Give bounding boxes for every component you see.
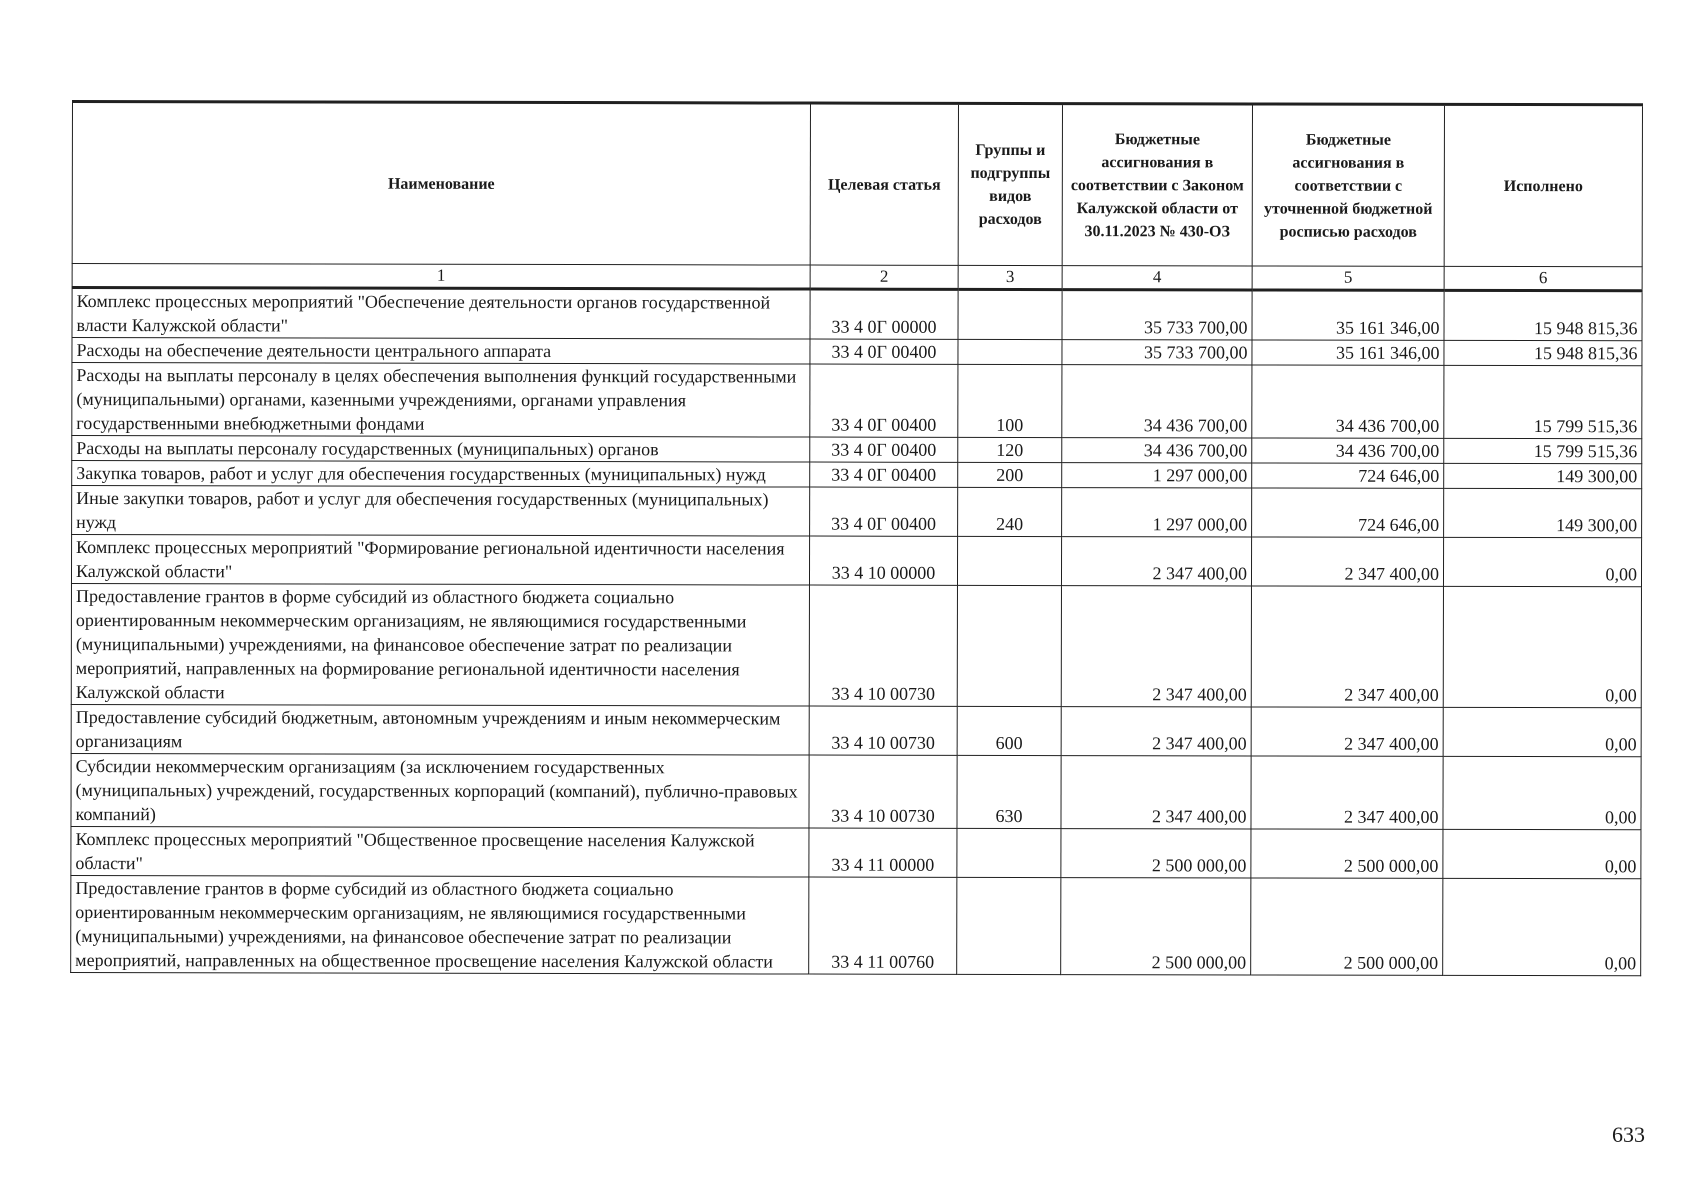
- row-target-article: 33 4 0Г 00400: [810, 437, 958, 462]
- row-expense-group: 100: [958, 364, 1062, 437]
- row-law-amount: 2 500 000,00: [1061, 878, 1251, 975]
- table-body: [71, 288, 1642, 976]
- row-executed: 15 799 515,36: [1444, 365, 1642, 438]
- row-expense-group: 120: [958, 437, 1062, 462]
- row-name: Комплекс процессных мероприятий "Формирование региональной идентичности населения Калужской области": [71, 535, 809, 586]
- header-row: [72, 102, 1642, 267]
- row-name: Расходы на выплаты персоналу в целях обеспечения выполнения функций государственными (муниципальными) органами, казенными учреждениями, органами управления государственными внебюджетными фондами: [72, 363, 810, 438]
- row-refined-amount: 724 646,00: [1252, 463, 1444, 488]
- column-number: 3: [958, 265, 1062, 289]
- row-refined-amount: 2 347 400,00: [1251, 537, 1443, 586]
- row-executed: 15 948 815,36: [1444, 290, 1642, 340]
- table-row: [71, 535, 1641, 587]
- row-refined-amount: 34 436 700,00: [1252, 365, 1444, 438]
- table-row: [72, 486, 1642, 538]
- row-law-amount: 1 297 000,00: [1062, 488, 1252, 537]
- row-law-amount: 2 347 400,00: [1061, 586, 1251, 707]
- row-refined-amount: 2 347 400,00: [1251, 586, 1443, 707]
- row-executed: 149 300,00: [1444, 488, 1642, 537]
- row-target-article: 33 4 11 00000: [809, 828, 957, 877]
- column-number: 1: [72, 264, 810, 290]
- row-refined-amount: 2 347 400,00: [1251, 756, 1443, 829]
- table-row: [71, 584, 1641, 708]
- row-expense-group: [957, 536, 1061, 585]
- row-executed: 149 300,00: [1444, 463, 1642, 488]
- row-law-amount: 2 347 400,00: [1061, 707, 1251, 756]
- row-name: Предоставление грантов в форме субсидий из областного бюджета социально ориентированным некоммерческим организациям, не являющимися государственными (муниципальными) учреждениями, на финансовое обеспечение затрат по реализации мероприятий, направленных на формирование региональной идентичности населения Калужской области: [71, 584, 809, 707]
- row-target-article: 33 4 0Г 00400: [810, 339, 958, 364]
- table-header: [72, 102, 1642, 291]
- column-number-row: [72, 264, 1642, 291]
- table-row: [71, 875, 1641, 975]
- header-refined-allocations: Бюджетные ассигнования в соответствии с уточненной бюджетной росписью расходов: [1252, 104, 1444, 266]
- row-refined-amount: 35 161 346,00: [1252, 340, 1444, 365]
- row-expense-group: [958, 339, 1062, 364]
- row-expense-group: [957, 828, 1061, 877]
- row-refined-amount: 35 161 346,00: [1252, 290, 1444, 340]
- document-sheet: [70, 100, 1643, 976]
- row-target-article: 33 4 0Г 00400: [810, 462, 958, 487]
- row-executed: 15 799 515,36: [1444, 438, 1642, 463]
- row-expense-group: 630: [957, 755, 1061, 828]
- column-number: 4: [1062, 266, 1252, 290]
- row-law-amount: 35 733 700,00: [1062, 290, 1252, 340]
- row-refined-amount: 2 347 400,00: [1251, 707, 1443, 756]
- table-row: [72, 461, 1642, 489]
- table-row: [71, 826, 1641, 878]
- budget-table: [70, 100, 1643, 976]
- row-name: Иные закупки товаров, работ и услуг для обеспечения государственных (муниципальных) нужд: [72, 486, 810, 537]
- header-target-article: Целевая статья: [810, 103, 958, 265]
- row-law-amount: 2 500 000,00: [1061, 829, 1251, 878]
- table-row: [72, 338, 1642, 366]
- row-refined-amount: 2 500 000,00: [1251, 878, 1443, 975]
- row-name: Расходы на обеспечение деятельности центрального аппарата: [72, 338, 810, 365]
- row-law-amount: 34 436 700,00: [1062, 438, 1252, 463]
- table-row: [71, 753, 1641, 829]
- row-executed: 0,00: [1443, 707, 1641, 756]
- row-executed: 0,00: [1443, 537, 1641, 586]
- row-refined-amount: 2 500 000,00: [1251, 829, 1443, 878]
- column-number: 2: [810, 265, 958, 289]
- header-law-allocations: Бюджетные ассигнования в соответствии с Законом Калужской области от 30.11.2023 № 430-ОЗ: [1062, 104, 1252, 266]
- row-name: Комплекс процессных мероприятий "Общественное просвещение населения Калужской области": [71, 826, 809, 877]
- row-law-amount: 2 347 400,00: [1061, 756, 1251, 829]
- row-law-amount: 35 733 700,00: [1062, 340, 1252, 365]
- row-law-amount: 34 436 700,00: [1062, 365, 1252, 438]
- row-refined-amount: 724 646,00: [1252, 488, 1444, 537]
- table-row: [72, 363, 1642, 439]
- row-expense-group: [957, 877, 1061, 974]
- row-expense-group: 200: [958, 462, 1062, 487]
- row-executed: 0,00: [1443, 878, 1641, 975]
- row-target-article: 33 4 0Г 00400: [810, 487, 958, 536]
- row-target-article: 33 4 0Г 00400: [810, 364, 958, 437]
- column-number: 5: [1252, 266, 1444, 290]
- row-expense-group: [957, 585, 1061, 706]
- row-name: Расходы на выплаты персоналу государственных (муниципальных) органов: [72, 436, 810, 463]
- row-law-amount: 1 297 000,00: [1062, 463, 1252, 488]
- table-row: [72, 288, 1642, 341]
- row-target-article: 33 4 10 00000: [809, 536, 957, 585]
- row-name: Комплекс процессных мероприятий "Обеспечение деятельности органов государственной власти Калужской области": [72, 288, 810, 340]
- row-target-article: 33 4 10 00730: [809, 585, 957, 706]
- table-row: [71, 704, 1641, 756]
- row-target-article: 33 4 0Г 00000: [810, 289, 958, 339]
- column-number: 6: [1444, 266, 1642, 290]
- row-expense-group: [958, 289, 1062, 339]
- row-name: Предоставление грантов в форме субсидий из областного бюджета социально ориентированным некоммерческим организациям, не являющимися государственными (муниципальными) учреждениями, на финансовое обеспечение затрат по реализации мероприятий, направленных на общественное просвещение населения Калужской области: [71, 875, 809, 974]
- row-target-article: 33 4 10 00730: [809, 706, 957, 755]
- row-executed: 0,00: [1443, 586, 1641, 707]
- row-executed: 0,00: [1443, 756, 1641, 829]
- row-name: Субсидии некоммерческим организациям (за исключением государственных (муниципальных) учреждений, государственных корпораций (компаний), публично-правовых компаний): [71, 753, 809, 828]
- row-executed: 0,00: [1443, 829, 1641, 878]
- row-refined-amount: 34 436 700,00: [1252, 438, 1444, 463]
- row-law-amount: 2 347 400,00: [1061, 537, 1251, 586]
- row-name: Предоставление субсидий бюджетным, автономным учреждениям и иным некоммерческим организациям: [71, 704, 809, 755]
- table-row: [72, 436, 1642, 464]
- row-executed: 15 948 815,36: [1444, 340, 1642, 365]
- row-target-article: 33 4 10 00730: [809, 755, 957, 828]
- row-expense-group: 600: [957, 706, 1061, 755]
- header-expense-groups: Группы и подгруппы видов расходов: [958, 103, 1062, 265]
- row-name: Закупка товаров, работ и услуг для обеспечения государственных (муниципальных) нужд: [72, 461, 810, 488]
- page-number: 633: [1612, 1122, 1645, 1147]
- header-executed: Исполнено: [1444, 104, 1642, 266]
- row-expense-group: 240: [958, 487, 1062, 536]
- row-target-article: 33 4 11 00760: [809, 877, 957, 974]
- header-name: Наименование: [72, 102, 810, 266]
